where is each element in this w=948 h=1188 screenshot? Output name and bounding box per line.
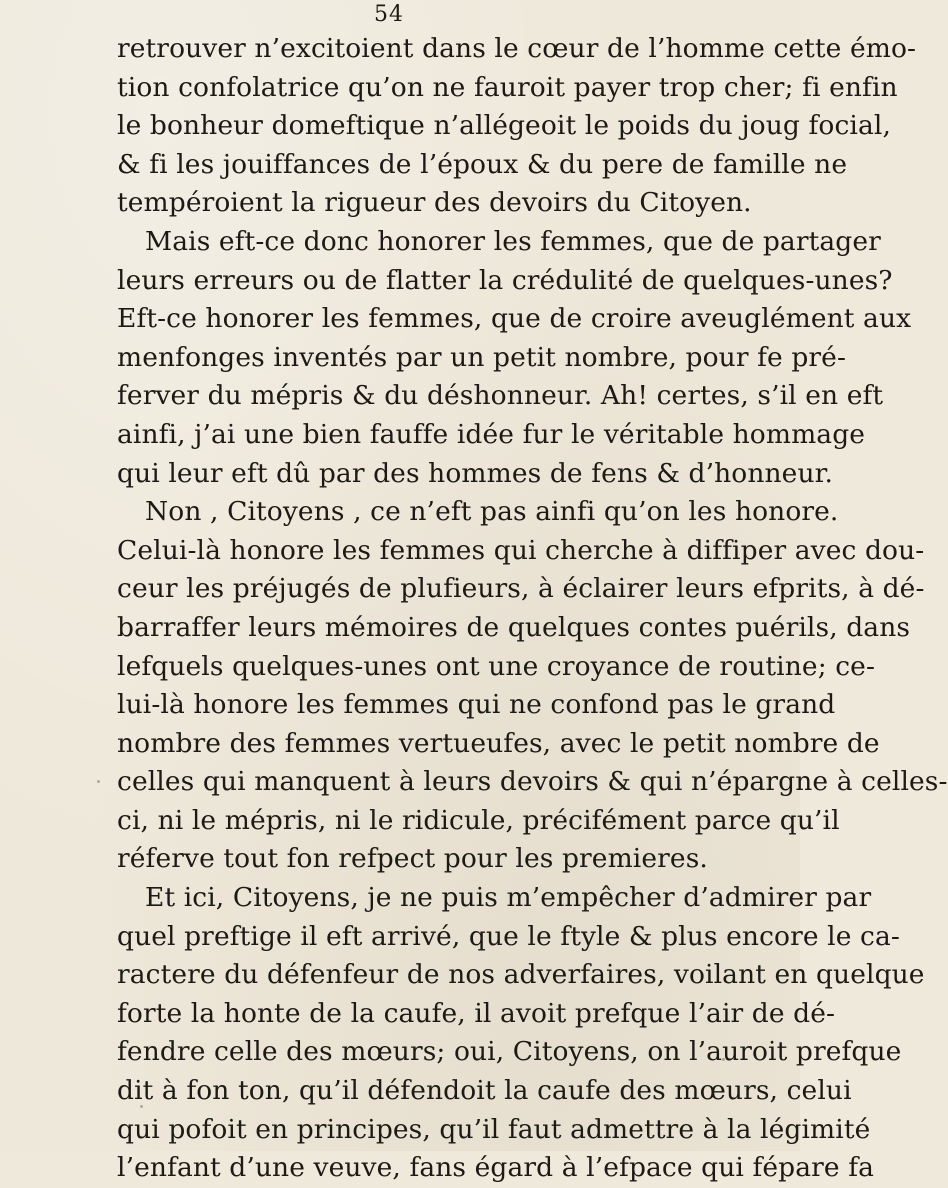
text-line: ainfi, j’ai une bien fauffe idée fur le véritable hommage xyxy=(117,418,866,450)
paper-speck xyxy=(722,1058,725,1061)
text-line: lui-là honore les femmes qui ne confond pas le grand xyxy=(117,689,836,721)
text-line: barraffer leurs mémoires de quelques contes puérils, dans xyxy=(117,611,911,643)
text-line: qui leur eft dû par des hommes de fens & d’honneur. xyxy=(117,457,834,489)
text-line: ferver du mépris & du déshonneur. Ah! certes, s’il en eft xyxy=(117,380,884,412)
text-line: forte la honte de la caufe, il avoit prefque l’air de dé- xyxy=(117,997,836,1029)
text-line: qui pofoit en principes, qu’il faut admettre à la légimité xyxy=(117,1113,871,1145)
text-line: retrouver n’excitoient dans le cœur de l’homme cette émo- xyxy=(117,33,917,64)
text-line: l’enfant d’une veuve, fans égard à l’efpace qui fépare fa xyxy=(117,1152,875,1184)
paragraph-start-line: Et ici, Citoyens, je ne puis m’empêcher d’admirer par xyxy=(145,882,872,914)
paragraph-start-line: Non , Citoyens , ce n’eft pas ainfi qu’on les honore. xyxy=(145,496,839,528)
text-line: Eft-ce honorer les femmes, que de croire aveuglément aux xyxy=(117,303,912,335)
text-line: nombre des femmes vertueufes, avec le petit nombre de xyxy=(117,727,880,759)
text-line: Celui-là honore les femmes qui cherche à diffiper avec dou- xyxy=(117,534,925,566)
text-line: lefquels quelques-unes ont une croyance de routine; ce- xyxy=(117,650,876,682)
paragraph-start-line: Mais eft-ce donc honorer les femmes, que de partager xyxy=(145,225,881,257)
text-line: tion confolatrice qu’on ne fauroit payer trop cher; fi enfin xyxy=(117,71,898,103)
text-line: dit à fon ton, qu’il défendoit la caufe des mœurs, celui xyxy=(117,1075,852,1107)
text-line: tempéroient la rigueur des devoirs du Citoyen. xyxy=(117,187,752,219)
text-line: fendre celle des mœurs; oui, Citoyens, on l’auroit prefque xyxy=(117,1036,902,1068)
text-line: menfonges inventés par un petit nombre, pour fe pré- xyxy=(117,341,847,373)
text-line: ci, ni le mépris, ni le ridicule, précifément parce qu’il xyxy=(117,804,840,836)
text-line: quel preftige il eft arrivé, que le ftyle & plus encore le ca- xyxy=(117,920,900,952)
text-line: réferve tout fon refpect pour les premieres. xyxy=(117,843,708,875)
text-line: le bonheur domeftique n’allégeoit le poids du joug focial, xyxy=(117,110,891,142)
body-text xyxy=(117,30,948,1188)
paper-speck xyxy=(97,780,100,783)
text-line: ceur les préjugés de plufieurs, à éclairer leurs efprits, à dé- xyxy=(117,573,925,605)
text-line: celles qui manquent à leurs devoirs & qui n’épargne à celles- xyxy=(117,766,948,798)
paper-speck xyxy=(140,1105,143,1108)
text-line: ractere du défenfeur de nos adverfaires, voilant en quelque xyxy=(117,959,925,991)
text-line: leurs erreurs ou de flatter la crédulité de quelques-unes? xyxy=(117,264,893,296)
text-line: & fi les jouiffances de l’époux & du pere de famille ne xyxy=(117,148,848,180)
page-number: 54 xyxy=(374,2,404,27)
